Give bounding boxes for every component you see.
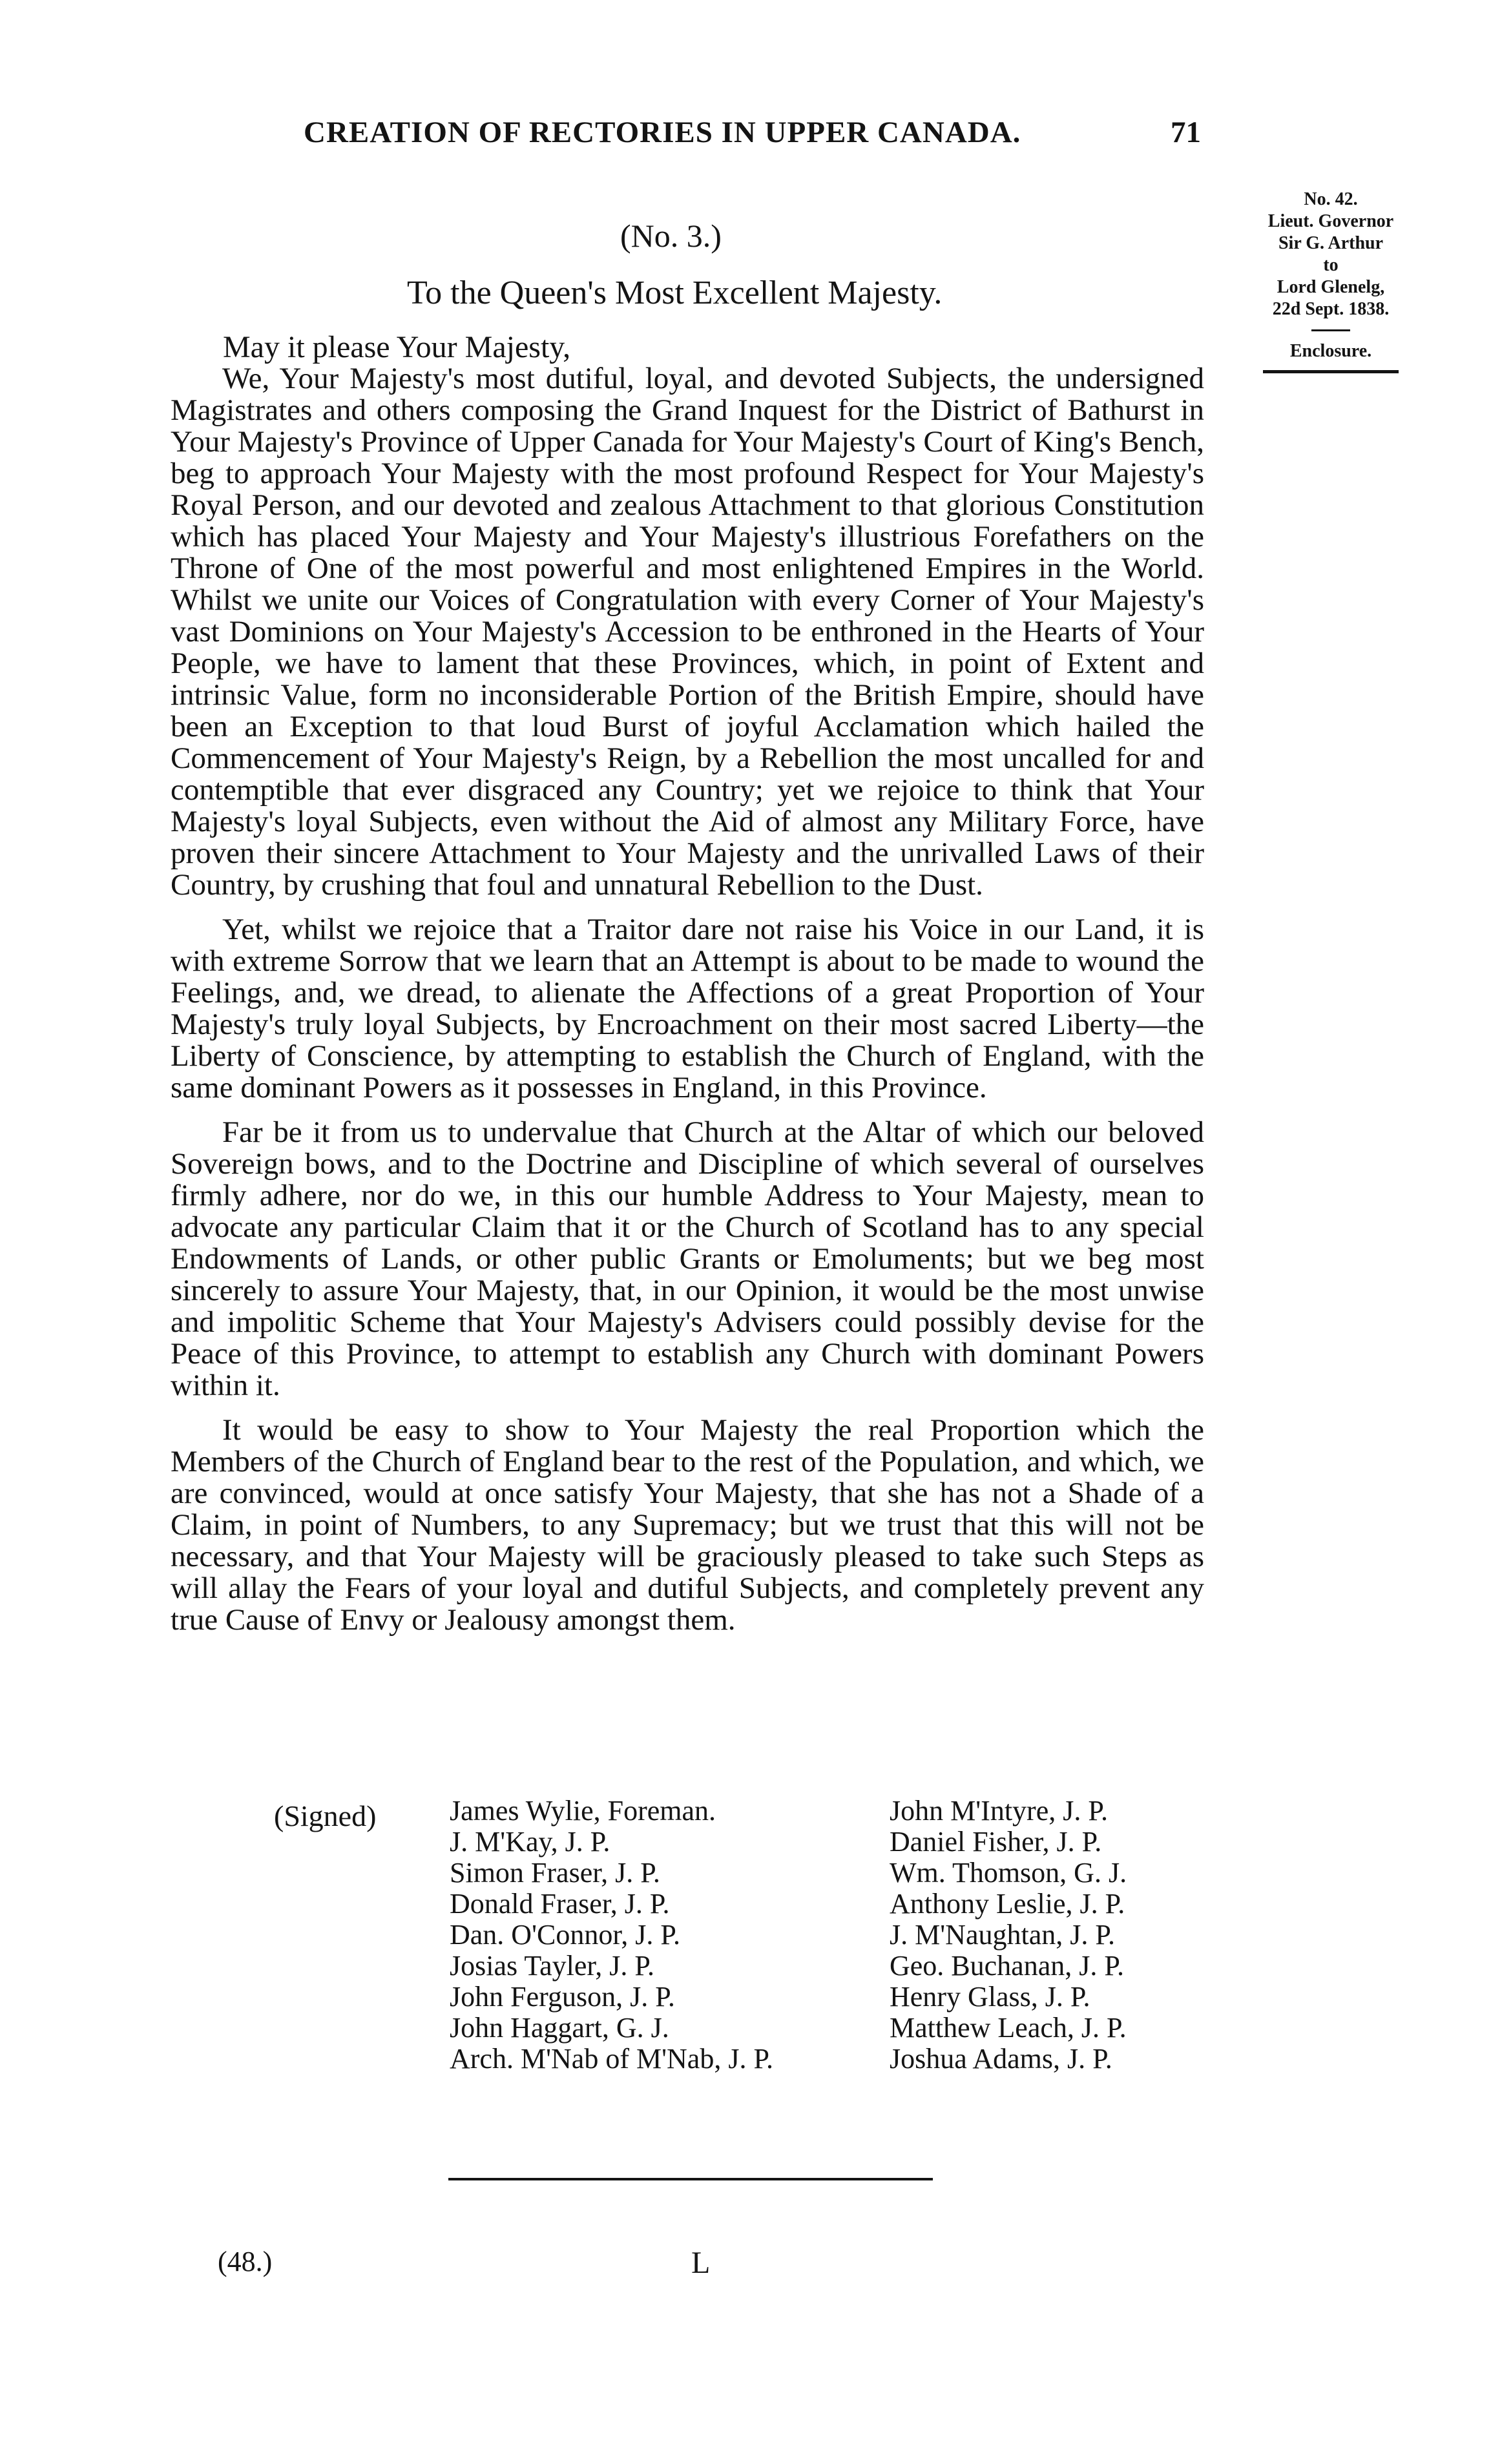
signatory: J. M'Naughtan, J. P.	[890, 1919, 1115, 1951]
signatories-left-column	[450, 1796, 773, 2075]
signatory: Josias Tayler, J. P.	[450, 1950, 655, 1982]
margin-note	[1234, 189, 1428, 373]
signatory: J. M'Kay, J. P.	[450, 1826, 610, 1858]
margin-note-from: Lieut. Governor	[1267, 211, 1394, 231]
signatory: Geo. Buchanan, J. P.	[890, 1950, 1124, 1982]
margin-note-recipient: Lord Glenelg,	[1277, 277, 1385, 297]
margin-note-name: Sir G. Arthur	[1278, 233, 1384, 253]
signatory: Wm. Thomson, G. J.	[890, 1857, 1127, 1889]
page-number: 71	[1171, 116, 1201, 149]
signatory: Donald Fraser, J. P.	[450, 1888, 670, 1920]
margin-note-date: 22d Sept. 1838.	[1272, 299, 1390, 319]
paragraph: Yet, whilst we rejoice that a Traitor dare not raise his Voice in our Land, it is with extreme Sorrow that we learn that an Attempt is about to be made to wound the Feelings, and, we dread, to alienate the Affections of a great Proportion of Your Majesty's truly loyal Subjects, by Encroachment on their most sacred Liberty—the Liberty of Conscience, by attempting to establish the Church of England, with the same dominant Powers as it possesses in England, in this Province.	[171, 913, 1204, 1104]
signatory: John Haggart, G. J.	[450, 2012, 669, 2044]
paragraph: Far be it from us to undervalue that Church at the Altar of which our beloved Sovereign bows, and to the Doctrine and Discipline of which several of ourselves firmly adhere, nor do we, in this our humble Address to Your Majesty, mean to advocate any particular Claim that it or the Church of Scotland has to any special Endowments of Lands, or other public Grants or Emoluments; but we beg most sincerely to assure Your Majesty, that, in our Opinion, it would be the most unwise and impolitic Scheme that Your Majesty's Advisers could possibly devise for the Peace of this Province, to attempt to establish any Church with dominant Powers within it.	[171, 1115, 1204, 1402]
address-body	[171, 363, 1204, 1649]
running-title: CREATION OF RECTORIES IN UPPER CANADA.	[304, 116, 1021, 149]
signatory: John M'Intyre, J. P.	[890, 1795, 1108, 1827]
document-number: (No. 3.)	[620, 218, 722, 254]
signatory: Arch. M'Nab of M'Nab, J. P.	[450, 2043, 774, 2075]
signatory: Simon Fraser, J. P.	[450, 1857, 660, 1889]
signature-mark: L	[691, 2246, 711, 2280]
paragraph: We, Your Majesty's most dutiful, loyal, and devoted Subjects, the undersigned Magistrates and others composing the Grand Inquest for the District of Bathurst in Your Majesty's Province of Upper Canada for Your Majesty's Court of King's Bench, beg to approach Your Majesty with the most profound Respect for Your Majesty's Royal Person, and our devoted and zealous Attachment to that glorious Constitution which has placed Your Majesty and Your Majesty's illustrious Forefathers on the Throne of One of the most powerful and most enlightened Empires in the World. Whilst we unite our Voices of Congratulation with every Corner of Your Majesty's vast Dominions on Your Majesty's Accession to be enthroned in the Hearts of Your People, we have to lament that these Provinces, which, in point of Extent and intrinsic Value, form no inconsiderable Portion of the British Empire, should have been an Exception to that loud Burst of joyful Acclamation which hailed the Commencement of Your Majesty's Reign, by a Rebellion the most uncalled for and contemptible that ever disgraced any Country; yet we rejoice to think that Your Majesty's loyal Subjects, even without the Aid of almost any Military Force, have proven their sincere Attachment to Your Majesty and the unrivalled Laws of their Country, by crushing that foul and unnatural Rebellion to the Dust.	[171, 362, 1204, 902]
signatory: Matthew Leach, J. P.	[890, 2012, 1127, 2044]
signatory: Joshua Adams, J. P.	[890, 2043, 1112, 2075]
margin-note-enclosure: Enclosure.	[1289, 341, 1372, 361]
paragraph: It would be easy to show to Your Majesty the real Proportion which the Members of the Church of England bear to the rest of the Population, and which, we are convinced, would at once satisfy Your Majesty, that she has not a Shade of a Claim, in point of Numbers, to any Supremacy; but we trust that this will not be necessary, and that Your Majesty will be graciously pleased to take such Steps as will allay the Fears of your loyal and dutiful Subjects, and completely prevent any true Cause of Envy or Jealousy amongst them.	[171, 1413, 1204, 1637]
signatories-right-column	[890, 1796, 1127, 2075]
signatory: Dan. O'Connor, J. P.	[450, 1919, 680, 1951]
signatory: James Wylie, Foreman.	[450, 1795, 716, 1827]
margin-note-divider	[1311, 329, 1350, 331]
signatories-block	[171, 1796, 1217, 2106]
margin-note-number: No. 42.	[1304, 189, 1358, 209]
signed-label: (Signed)	[274, 1799, 377, 1832]
signatory: John Ferguson, J. P.	[450, 1981, 675, 2013]
addressee-line: To the Queen's Most Excellent Majesty.	[407, 274, 943, 311]
sheet-number: (48.)	[218, 2246, 273, 2277]
signatory: Anthony Leslie, J. P.	[890, 1888, 1125, 1920]
signatory: Henry Glass, J. P.	[890, 1981, 1090, 2013]
closing-rule	[448, 2178, 933, 2180]
signatory: Daniel Fisher, J. P.	[890, 1826, 1102, 1858]
margin-note-to: to	[1323, 255, 1339, 275]
opening-salutation: May it please Your Majesty,	[223, 330, 571, 364]
margin-note-rule	[1263, 370, 1399, 373]
